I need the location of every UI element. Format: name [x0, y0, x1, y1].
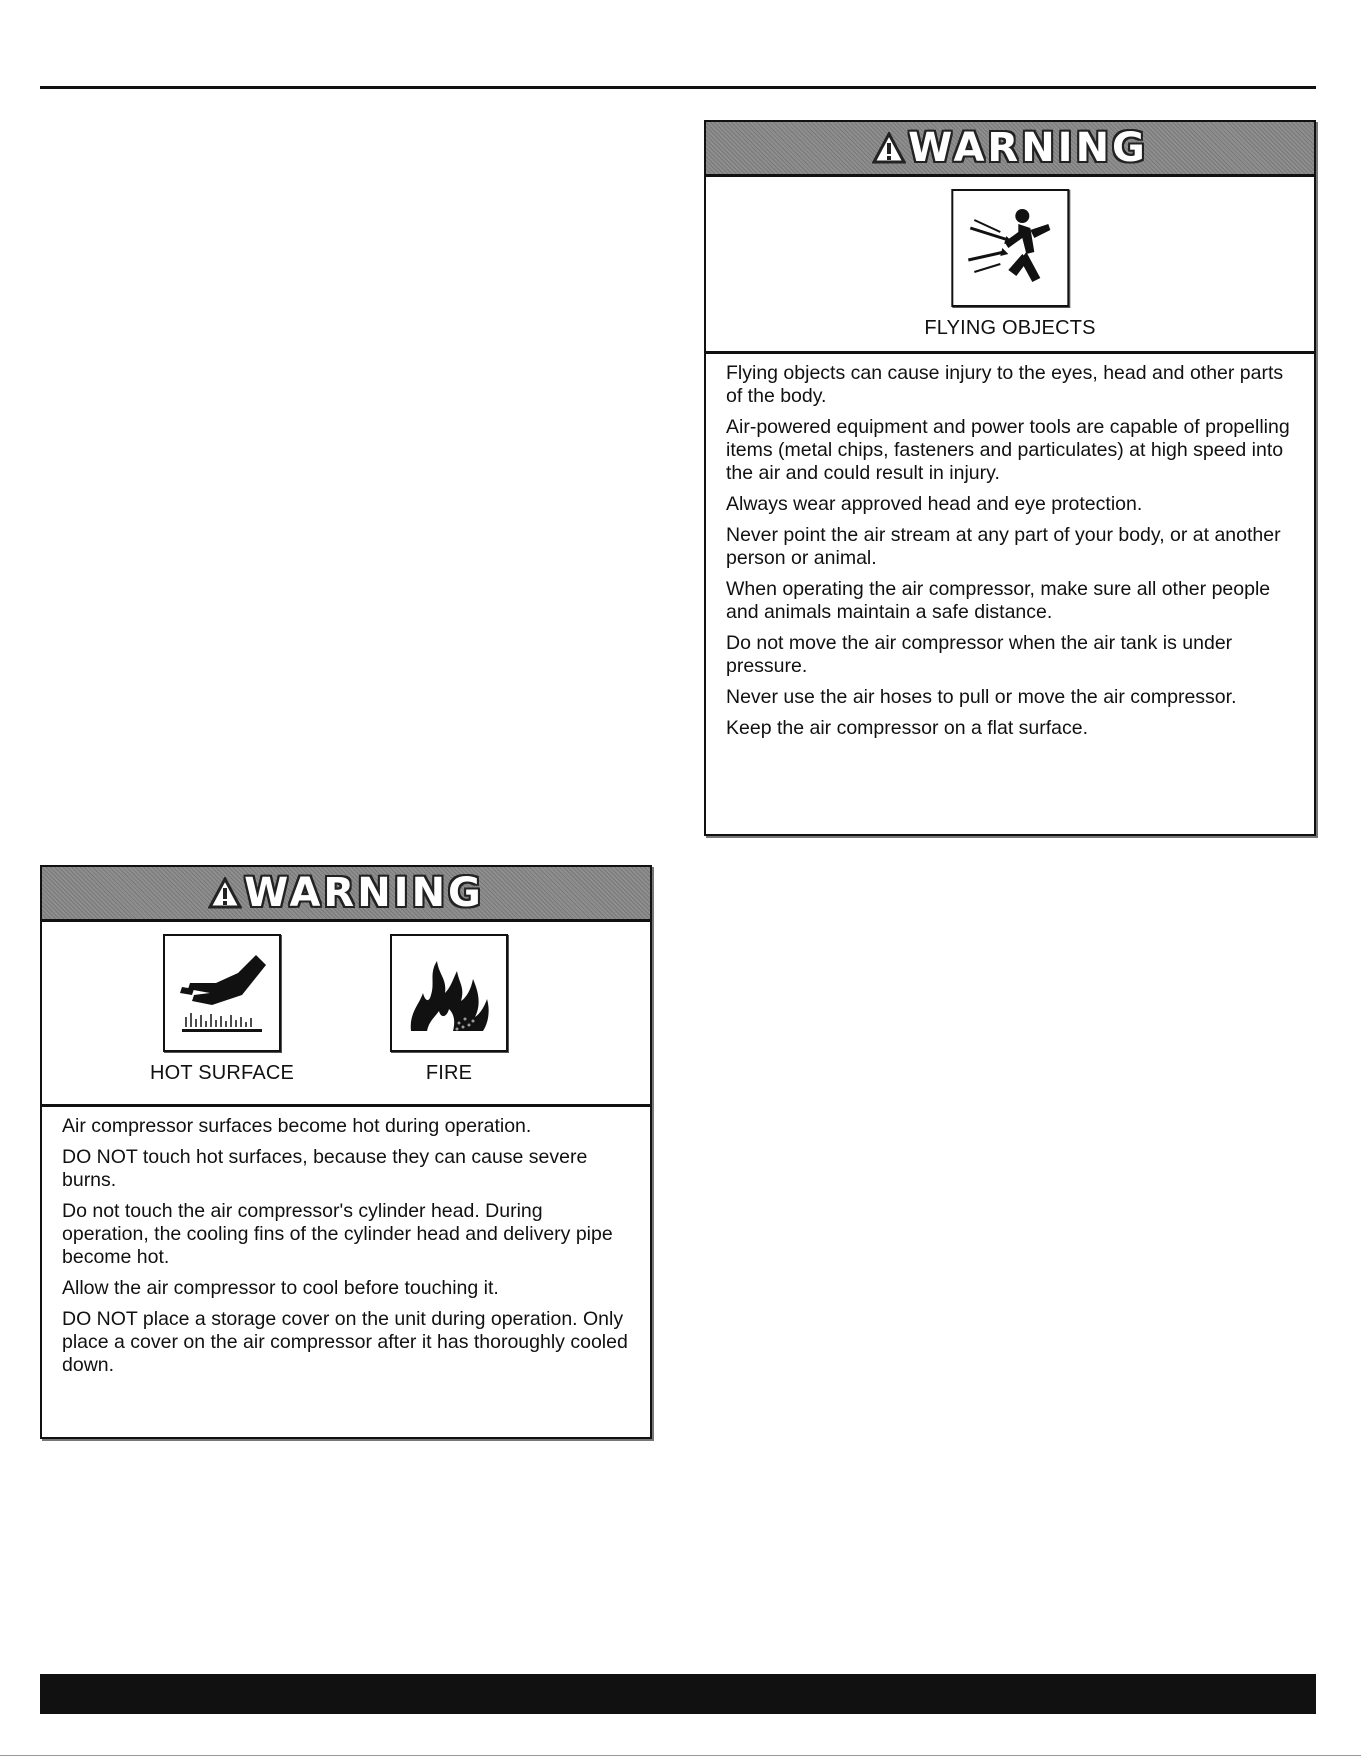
warning-body — [42, 1107, 650, 1395]
warning-paragraph: Do not move the air compressor when the air tank is under pressure. — [726, 632, 1233, 677]
warning-paragraph: Allow the air compressor to cool before touching it. — [62, 1277, 499, 1299]
hazard-pictogram-area — [706, 177, 1314, 354]
warning-paragraph: DO NOT place a storage cover on the unit during operation. Only place a cover on the air compressor after it has thoroughly cooled down. — [62, 1308, 628, 1376]
hazard-pictogram-area — [42, 922, 650, 1107]
warning-title: WARNING — [244, 870, 484, 916]
hazard-label-flying-objects: FLYING OBJECTS — [924, 317, 1096, 339]
warning-paragraph: Keep the air compressor on a flat surface. — [726, 717, 1089, 739]
hazard-label-fire: FIRE — [425, 1062, 473, 1084]
footer-bar — [40, 1674, 1316, 1714]
warning-paragraph: Never use the air hoses to pull or move the air compressor. — [726, 686, 1237, 708]
warning-paragraph: Always wear approved head and eye protection. — [726, 493, 1143, 515]
warning-header — [706, 122, 1314, 177]
warning-paragraph: DO NOT touch hot surfaces, because they can cause severe burns. — [62, 1146, 588, 1191]
warning-title: WARNING — [908, 125, 1148, 171]
flying-objects-icon — [951, 189, 1069, 307]
warning-paragraph: Flying objects can cause injury to the eyes, head and other parts of the body. — [726, 362, 1284, 407]
hazard-label-hot-surface: HOT SURFACE — [150, 1062, 295, 1084]
hazard-flying-objects — [924, 189, 1095, 340]
alert-triangle-icon — [208, 877, 242, 909]
hazard-hot-surface — [150, 934, 294, 1085]
warning-paragraph: Never point the air stream at any part of your body, or at another person or animal. — [726, 524, 1281, 569]
warning-paragraph: Air-powered equipment and power tools are capable of propelling items (metal chips, fasteners and particulates) at high speed into the air and could result in injury. — [726, 416, 1290, 484]
hot-surface-icon — [163, 934, 281, 1052]
alert-triangle-icon — [872, 132, 906, 164]
bottom-rule — [0, 1755, 1361, 1756]
warning-hot-surface-fire — [40, 865, 652, 1439]
warning-body — [706, 354, 1314, 758]
warning-paragraph: Do not touch the air compressor's cylinder head. During operation, the cooling fins of the cylinder head and delivery pipe become hot. — [62, 1200, 613, 1268]
warning-paragraph: Air compressor surfaces become hot during operation. — [62, 1115, 532, 1137]
fire-icon — [390, 934, 508, 1052]
top-rule — [40, 86, 1316, 89]
warning-flying-objects — [704, 120, 1316, 836]
warning-header — [42, 867, 650, 922]
hazard-fire — [390, 934, 508, 1085]
warning-paragraph: When operating the air compressor, make sure all other people and animals maintain a safe distance. — [726, 578, 1271, 623]
